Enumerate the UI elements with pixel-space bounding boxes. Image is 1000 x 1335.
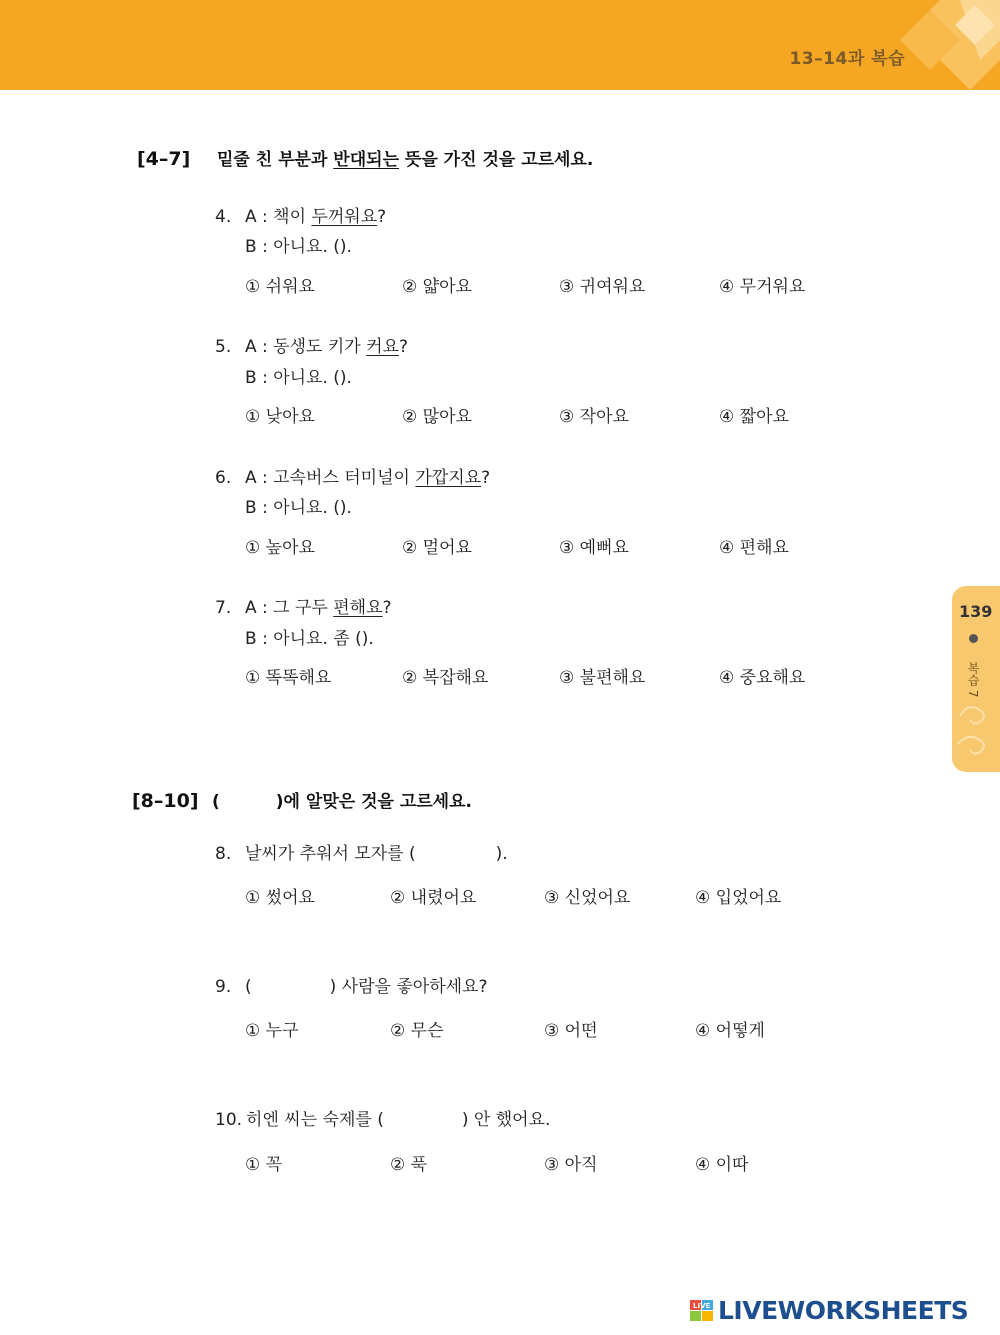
question-6 xyxy=(215,463,490,488)
question-number: 4. xyxy=(215,207,232,227)
option-8-1[interactable]: ① 썼어요 xyxy=(245,888,315,908)
option-6-3[interactable]: ③ 예뻐요 xyxy=(559,538,629,558)
question-9 xyxy=(215,972,487,997)
section-range: [8–10] xyxy=(132,790,199,812)
underlined-word: 두꺼워요 xyxy=(311,207,378,227)
option-10-2[interactable]: ② 푹 xyxy=(390,1155,428,1175)
option-7-3[interactable]: ③ 불편해요 xyxy=(559,668,646,688)
question-5-line-b xyxy=(245,363,352,388)
question-6-line-b xyxy=(245,493,352,518)
chapter-label: 13–14과 복습 xyxy=(789,49,905,69)
line-b-text: B : 아니요. ( xyxy=(245,237,340,257)
option-10-4[interactable]: ④ 이따 xyxy=(695,1155,749,1175)
tab-dot xyxy=(969,634,978,643)
section-title-8-10 xyxy=(132,787,472,812)
option-10-1[interactable]: ① 꼭 xyxy=(245,1155,283,1175)
option-9-2[interactable]: ② 무슨 xyxy=(390,1021,444,1041)
option-6-2[interactable]: ② 멀어요 xyxy=(402,538,472,558)
option-6-4[interactable]: ④ 편해요 xyxy=(719,538,789,558)
question-number: 5. xyxy=(215,337,232,357)
question-4-line-b xyxy=(245,232,352,257)
underlined-word: 가깝지요 xyxy=(415,468,482,488)
line-a-text: A : 그 구두 xyxy=(245,598,334,618)
section-title-4-7 xyxy=(137,145,593,170)
option-4-1[interactable]: ① 쉬워요 xyxy=(245,277,315,297)
instruction-post: 뜻을 가진 것을 고르세요. xyxy=(399,150,594,170)
question-4 xyxy=(215,202,386,227)
underlined-word: 편해요 xyxy=(333,598,383,618)
line-a-text: A : 고속버스 터미널이 xyxy=(245,468,416,488)
question-number: 7. xyxy=(215,598,232,618)
question-text: 히엔 씨는 숙제를 ( xyxy=(246,1110,384,1130)
liveworksheets-mark-icon xyxy=(690,1300,714,1322)
line-a-end: ? xyxy=(377,207,387,227)
tab-label: 복습 7 xyxy=(966,662,980,698)
option-5-2[interactable]: ② 많아요 xyxy=(402,407,472,427)
line-a-end: ? xyxy=(481,468,491,488)
option-9-1[interactable]: ① 누구 xyxy=(245,1021,299,1041)
mark-letter-l: LIVE xyxy=(693,1302,711,1310)
option-4-2[interactable]: ② 얇아요 xyxy=(402,277,472,297)
liveworksheets-brand: LIVEWORKSHEETS xyxy=(718,1296,969,1325)
cloud-swirl-icon xyxy=(954,696,998,766)
question-text-end: ). xyxy=(495,844,508,864)
side-page-tab xyxy=(952,586,1000,772)
option-7-2[interactable]: ② 복잡해요 xyxy=(402,668,489,688)
question-5 xyxy=(215,332,408,357)
liveworksheets-logo xyxy=(690,1296,990,1326)
line-a-end: ? xyxy=(398,337,408,357)
line-a-text: A : 책이 xyxy=(245,207,312,227)
line-b-end: ). xyxy=(339,498,352,518)
option-8-2[interactable]: ② 내렸어요 xyxy=(390,888,477,908)
question-text-end: ) 사람을 좋아하세요? xyxy=(329,977,488,997)
section-range: [4–7] xyxy=(137,148,191,170)
underlined-word: 커요 xyxy=(366,337,399,357)
line-b-end: ). xyxy=(339,368,352,388)
line-a-end: ? xyxy=(382,598,392,618)
option-9-3[interactable]: ③ 어떤 xyxy=(544,1021,598,1041)
question-7-line-b xyxy=(245,624,374,649)
question-text: 날씨가 추워서 모자를 ( xyxy=(245,844,416,864)
question-number: 6. xyxy=(215,468,232,488)
question-number: 8. xyxy=(215,844,232,864)
option-7-4[interactable]: ④ 중요해요 xyxy=(719,668,806,688)
option-4-4[interactable]: ④ 무거워요 xyxy=(719,277,806,297)
instruction-underlined: 반대되는 xyxy=(333,150,399,170)
line-a-text: A : 동생도 키가 xyxy=(245,337,367,357)
option-6-1[interactable]: ① 높아요 xyxy=(245,538,315,558)
header-band xyxy=(0,0,1000,90)
question-number: 10. xyxy=(215,1110,243,1130)
question-text-end: ) 안 했어요. xyxy=(461,1110,551,1130)
line-b-end: ). xyxy=(339,237,352,257)
instruction-rest: )에 알맞은 것을 고르세요. xyxy=(275,792,472,812)
question-8 xyxy=(215,839,508,864)
option-5-1[interactable]: ① 낮아요 xyxy=(245,407,315,427)
instruction-pre: 밑줄 친 부분과 xyxy=(217,150,334,170)
option-4-3[interactable]: ③ 귀여워요 xyxy=(559,277,646,297)
option-9-4[interactable]: ④ 어떻게 xyxy=(695,1021,765,1041)
option-5-3[interactable]: ③ 작아요 xyxy=(559,407,629,427)
option-8-3[interactable]: ③ 신었어요 xyxy=(544,888,631,908)
line-b-end: ). xyxy=(361,629,374,649)
line-b-text: B : 아니요. 좀 ( xyxy=(245,629,362,649)
option-8-4[interactable]: ④ 입었어요 xyxy=(695,888,782,908)
question-number: 9. xyxy=(215,977,232,997)
question-7 xyxy=(215,593,392,618)
question-text: ( xyxy=(245,977,252,997)
line-b-text: B : 아니요. ( xyxy=(245,368,340,388)
option-10-3[interactable]: ③ 아직 xyxy=(544,1155,598,1175)
page-number: 139 xyxy=(959,602,993,621)
line-b-text: B : 아니요. ( xyxy=(245,498,340,518)
question-10 xyxy=(215,1105,550,1130)
instruction-open: ( xyxy=(212,792,220,812)
option-5-4[interactable]: ④ 짧아요 xyxy=(719,407,789,427)
option-7-1[interactable]: ① 똑똑해요 xyxy=(245,668,332,688)
